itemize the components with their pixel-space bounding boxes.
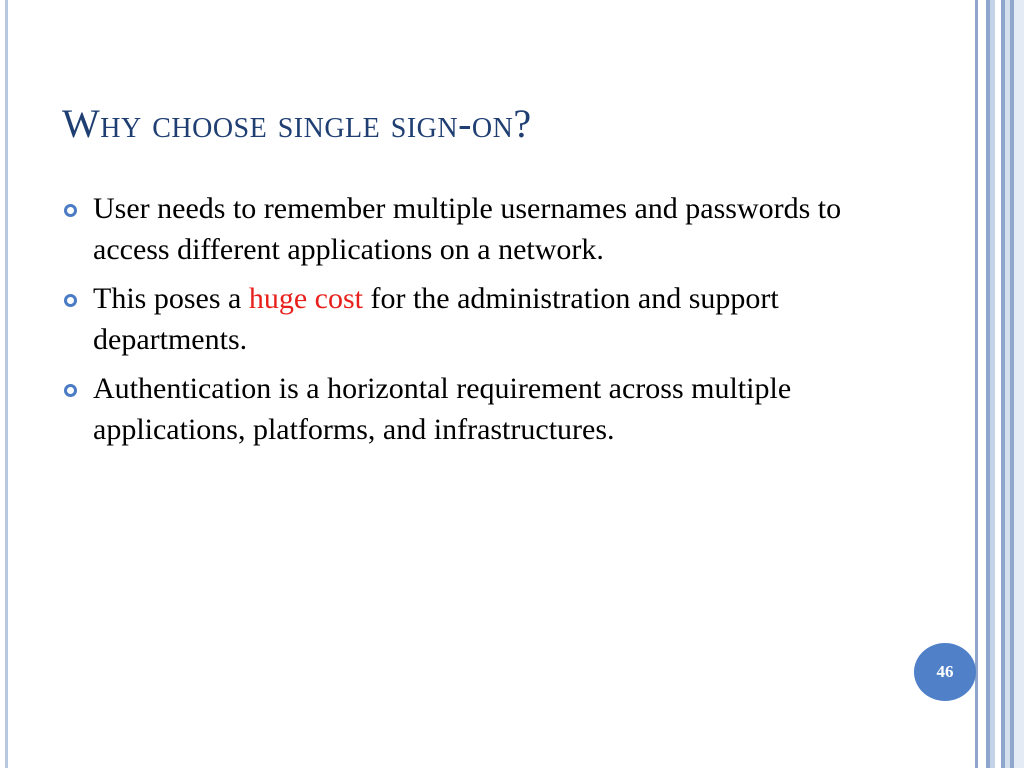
right-decor-stripe [1014, 0, 1024, 768]
ring-bullet-icon [64, 384, 77, 397]
left-border-rule [5, 0, 8, 768]
page-number-badge [914, 643, 976, 701]
bullet-text-after: for the administration and support departments. [93, 282, 779, 356]
ring-bullet-icon [64, 204, 77, 217]
bullet-item [64, 368, 894, 450]
bullet-item [64, 278, 894, 360]
bullet-text-before: This poses a [93, 282, 249, 315]
slide-title: Why choose single sign-on? [62, 101, 532, 146]
highlighted-phrase: huge cost [248, 282, 363, 315]
bullet-text: User needs to remember multiple usernames and passwords to access different applications on a network. [93, 192, 842, 266]
bullet-list [64, 188, 894, 458]
bullet-text: Authentication is a horizontal requirement across multiple applications, platforms, and infrastructures. [93, 372, 792, 446]
ring-bullet-icon [64, 294, 77, 307]
page-number: 46 [936, 662, 954, 681]
bullet-item [64, 188, 894, 270]
right-decor-stripe [978, 0, 986, 768]
